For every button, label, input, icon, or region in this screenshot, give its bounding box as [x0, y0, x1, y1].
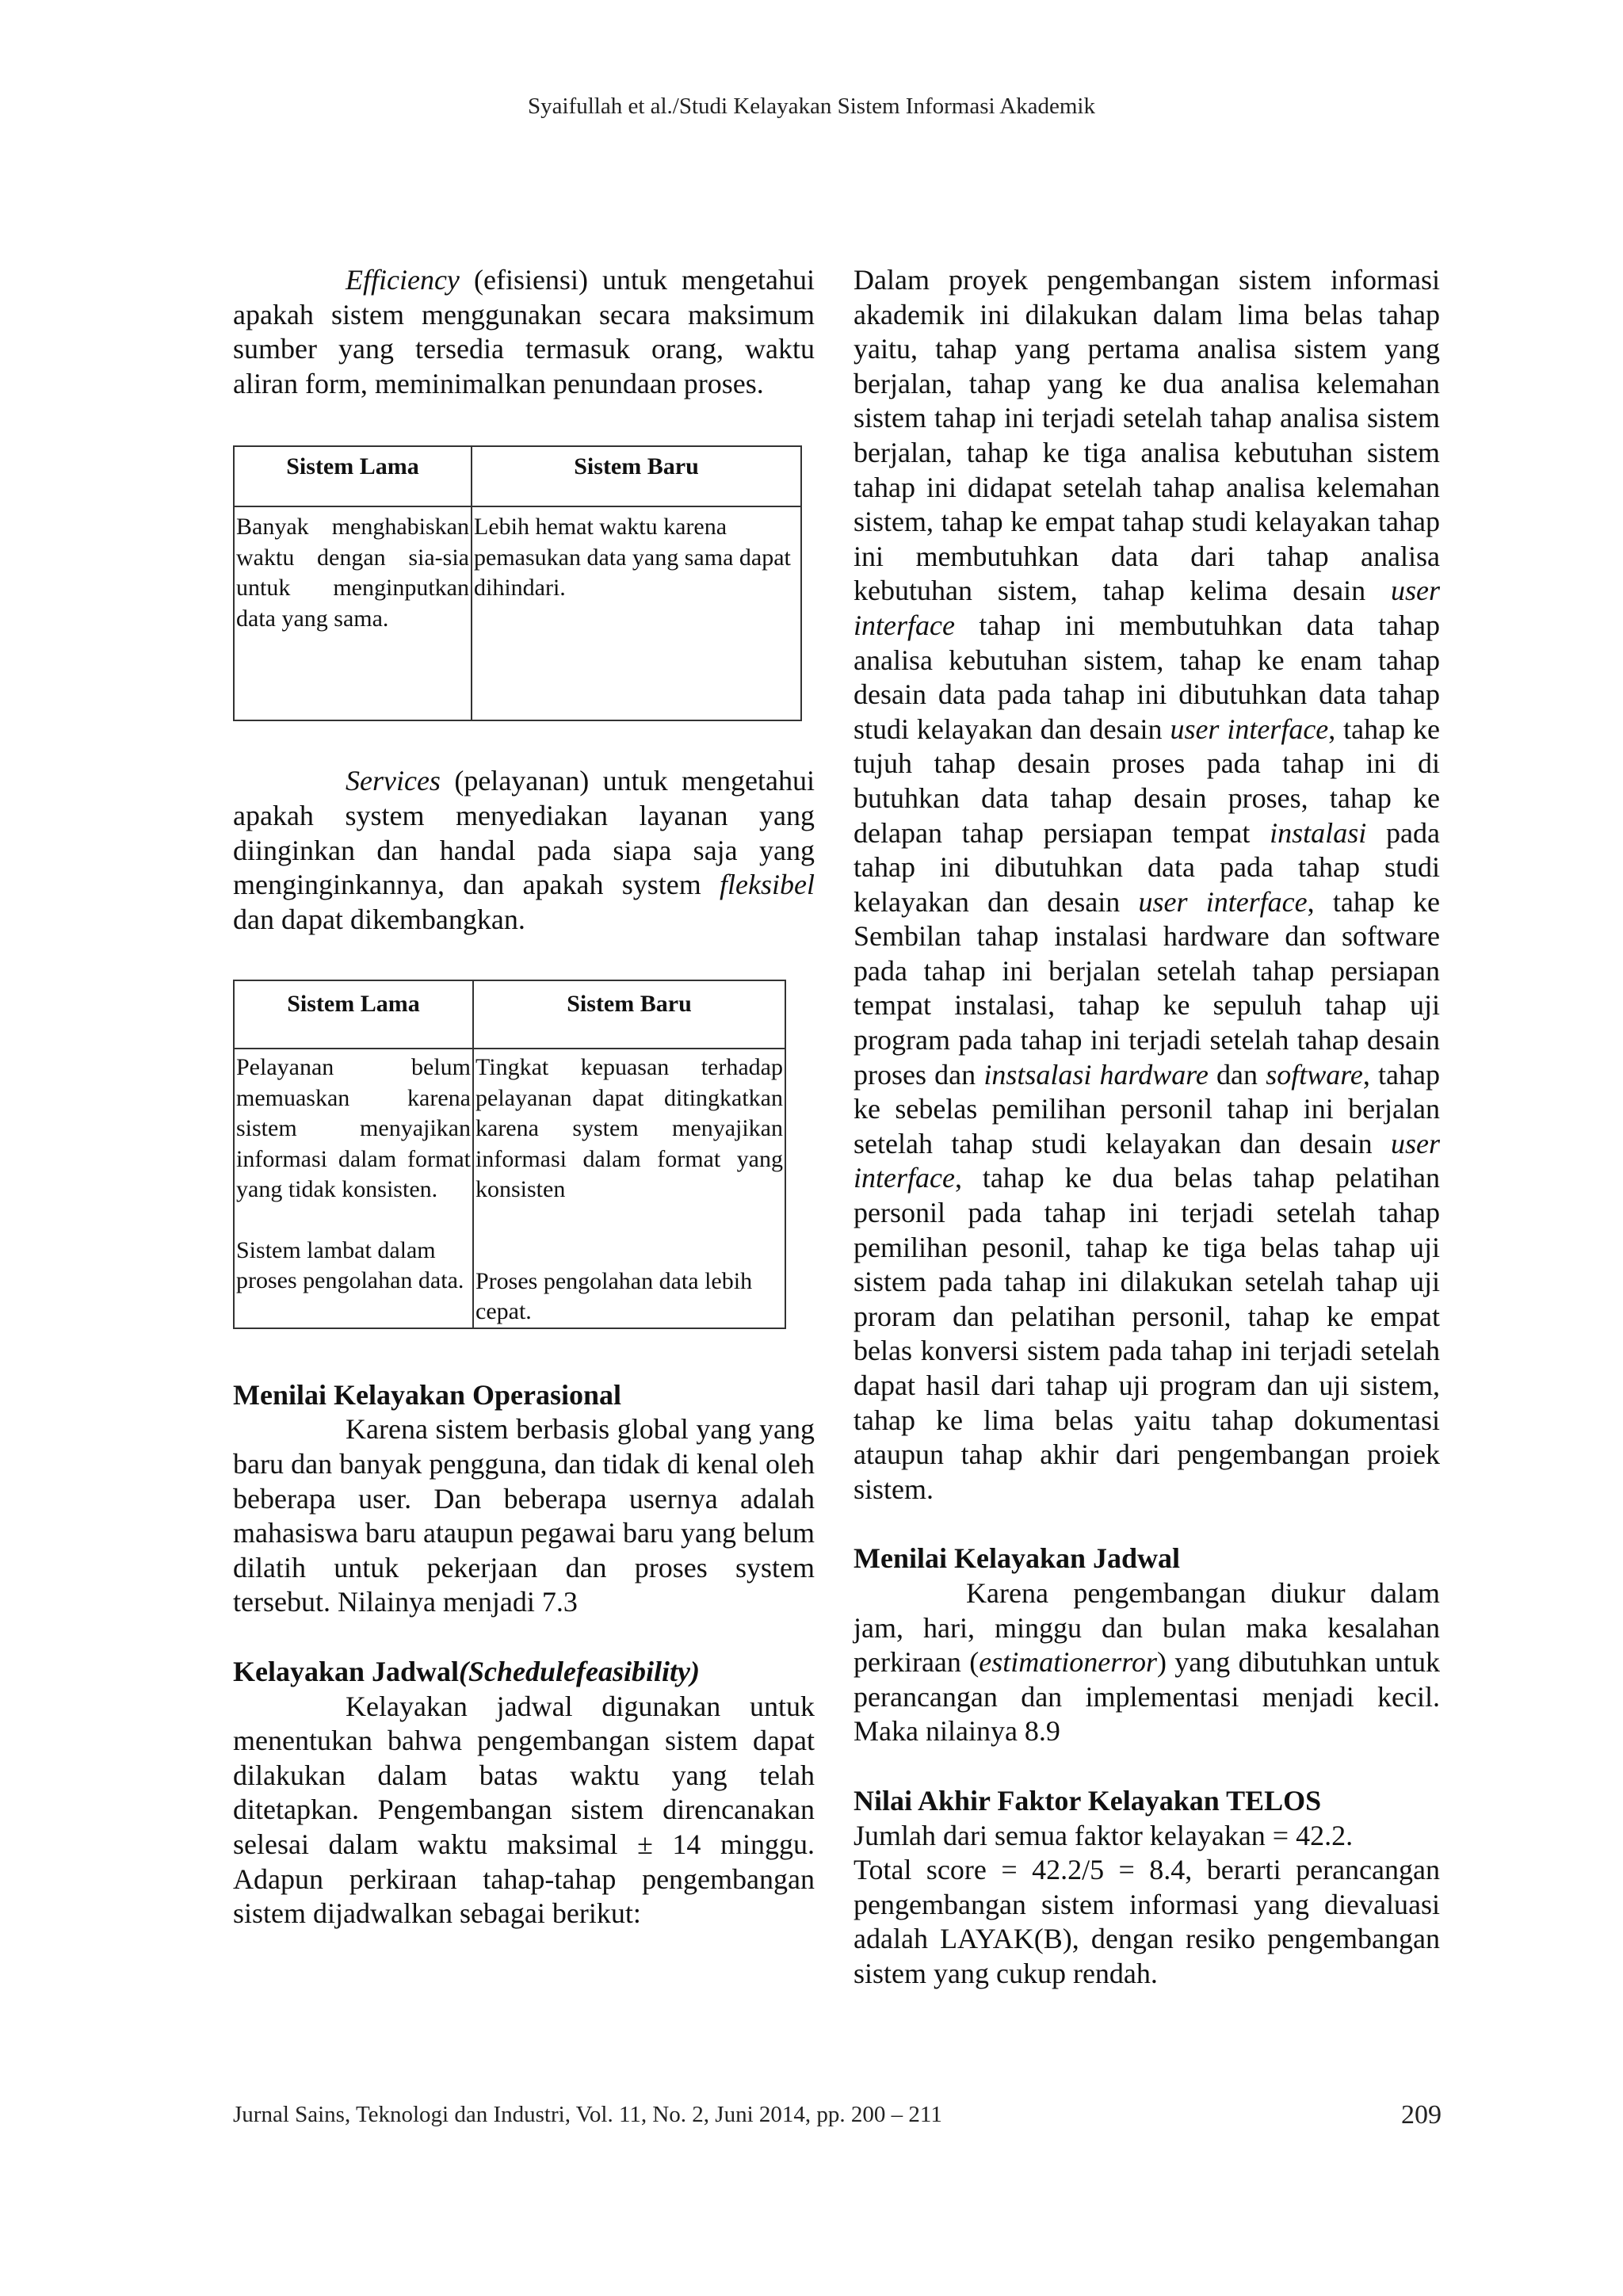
- new-system-point-1: Tingkat kepuasan terhadap pelayanan dapat ditingkatkan karena system menyajikan informasi dalam format yang konsisten: [475, 1054, 783, 1203]
- italic-term: software: [1266, 1058, 1363, 1091]
- table-row: [234, 506, 801, 720]
- telos-paragraph: Total score = 42.2/5 = 8.4, berarti perancangan pengembangan sistem informasi yang dievaluasi adalah LAYAK(B), dengan resiko pengembangan sistem yang cukup rendah.: [854, 1854, 1440, 1989]
- section-heading-telos: Nilai Akhir Faktor Kelayakan TELOS: [854, 1784, 1322, 1817]
- proyek-paragraph: Dalam proyek pengembangan sistem informasi akademik ini dilakukan dalam lima belas tahap yaitu, tahap yang pertama analisa sistem yang berjalan, tahap yang ke dua analisa kelemahan sistem tahap ini terjadi setelah tahap analisa sistem berjalan, tahap ke tiga analisa kebutuhan sistem tahap ini didapat setelah tahap analisa kelemahan sistem, tahap ke empat tahap studi kelayakan tahap ini membutuhkan data dari tahap analisa kebutuhan sistem, tahap kelima desain user interface tahap ini membutuhkan data tahap analisa kebutuhan sistem, tahap ke enam tahap desain data pada tahap ini dibutuhkan data tahap studi kelayakan dan desain user interface, tahap ke tujuh tahap desain proses pada tahap ini di butuhkan data tahap desain proses, tahap ke delapan tahap persiapan tempat instalasi pada tahap ini dibutuhkan data pada tahap studi kelayakan dan desain user interface, tahap ke Sembilan tahap instalasi hardware dan software pada tahap ini berjalan setelah tahap persiapan tempat instalasi, tahap ke sepuluh tahap uji program pada tahap ini terjadi setelah tahap desain proses dan instsalasi hardware dan software, tahap ke sebelas pemilihan personil tahap ini berjalan setelah tahap studi kelayakan dan desain user interface, tahap ke dua belas tahap pelatihan personil pada tahap ini terjadi setelah tahap pemilihan pesonil, tahap ke tiga belas tahap uji sistem pada tahap ini dilakukan setelah tahap uji proram dan pelatihan personil, tahap ke empat belas konversi sistem pada tahap ini terjadi setelah dapat hasil dari tahap uji program dan uji sistem, tahap ke lima belas yaitu tahap dokumentasi ataupun tahap akhir dari pengembangan proiek sistem.: [854, 264, 1441, 1505]
- table-cell-old-system: [234, 1049, 473, 1328]
- services-term: Services: [346, 765, 441, 797]
- menilai-jadwal-paragraph: Karena pengembangan diukur dalam jam, hari, minggu dan bulan maka kesalahan perkiraan (estimationerror) yang dibutuhkan untuk perancangan dan implementasi menjadi kecil. Maka nilainya 8.9: [854, 1576, 1441, 1748]
- italic-term: user interface: [854, 575, 1440, 641]
- table-cell-new-system: Lebih hemat waktu karena pemasukan data yang sama dapat dihindari.: [472, 506, 801, 720]
- journal-citation: Jurnal Sains, Teknologi dan Industri, Vol. 11, No. 2, Juni 2014, pp. 200 – 211: [233, 2102, 942, 2127]
- left-column: [233, 263, 815, 1931]
- table-header-new-system: Sistem Baru: [473, 980, 785, 1049]
- table-header-old-system: Sistem Lama: [234, 980, 473, 1049]
- table-header-row: [234, 980, 785, 1049]
- jadwal-heading-text: Kelayakan Jadwal: [233, 1656, 460, 1687]
- italic-term: user interface: [1170, 712, 1329, 745]
- table-header-row: [234, 446, 801, 506]
- section-heading-operasional: Menilai Kelayakan Operasional: [233, 1378, 622, 1411]
- services-paragraph: [233, 764, 815, 937]
- jadwal-paragraph: Kelayakan jadwal digunakan untuk menentukan bahwa pengembangan sistem dapat dilakukan dalam batas waktu yang telah ditetapkan. Pengembangan sistem direncanakan selesai dalam waktu maksimal ± 14 minggu. Adapun perkiraan tahap-tahap pengembangan sistem dijadwalkan sebagai berikut:: [233, 1690, 815, 1930]
- operasional-paragraph: Karena sistem berbasis global yang yang baru dan banyak pengguna, dan tidak di kenal oleh beberapa user. Dan beberapa usernya adalah mahasiswa baru ataupun pegawai baru yang belum dilatih untuk pekerjaan dan proses system tersebut. Nilainya menjadi 7.3: [233, 1413, 815, 1618]
- services-table: [233, 980, 786, 1329]
- efficiency-table: [233, 445, 802, 721]
- efficiency-paragraph: [233, 263, 815, 401]
- italic-term: user interface: [1138, 885, 1308, 918]
- new-system-point-2: Proses pengolahan data lebih cepat.: [475, 1267, 753, 1325]
- services-text: (pelayanan) untuk mengetahui apakah system menyediakan layanan yang diinginkan dan handal pada siapa saja yang menginginkannya, dan apakah system: [233, 765, 815, 901]
- table-cell-old-system: Banyak menghabiskan waktu dengan sia-sia untuk menginputkan data yang sama.: [234, 506, 472, 720]
- efficiency-text: (efisiensi) untuk mengetahui apakah sistem menggunakan secara maksimum sumber yang tersedia termasuk orang, waktu aliran form, meminimalkan penundaan proses.: [233, 264, 815, 399]
- telos-line-1: Jumlah dari semua faktor kelayakan = 42.2.: [854, 1819, 1354, 1851]
- italic-term: instalasi: [1270, 816, 1367, 849]
- table-header-new-system: Sistem Baru: [472, 446, 801, 506]
- page-number: 209: [1401, 2100, 1442, 2130]
- page-footer: [233, 2102, 1442, 2128]
- right-column: [854, 263, 1440, 1992]
- italic-term: estimationerror: [979, 1646, 1157, 1679]
- table-cell-new-system: [473, 1049, 785, 1328]
- table-header-old-system: Sistem Lama: [234, 446, 472, 506]
- jadwal-heading-italic: (Schedulefeasibility): [459, 1656, 700, 1687]
- table-row: [234, 1049, 785, 1328]
- section-heading-menilai-jadwal: Menilai Kelayakan Jadwal: [854, 1542, 1181, 1575]
- efficiency-term: Efficiency: [346, 264, 460, 296]
- italic-term: instsalasi hardware: [983, 1058, 1209, 1091]
- old-system-point-1: Pelayanan belum memuaskan karena sistem menyajikan informasi dalam format yang tidak konsisten.: [236, 1054, 471, 1203]
- services-text-end: dan dapat dikembangkan.: [233, 903, 525, 935]
- old-system-point-2: Sistem lambat dalam proses pengolahan data.: [236, 1236, 464, 1294]
- services-term-fleksibel: fleksibel: [720, 869, 815, 901]
- section-heading-jadwal: [233, 1655, 815, 1690]
- running-head: Syaifullah et al./Studi Kelayakan Sistem Informasi Akademik: [528, 94, 1095, 119]
- italic-term: user interface: [854, 1127, 1440, 1194]
